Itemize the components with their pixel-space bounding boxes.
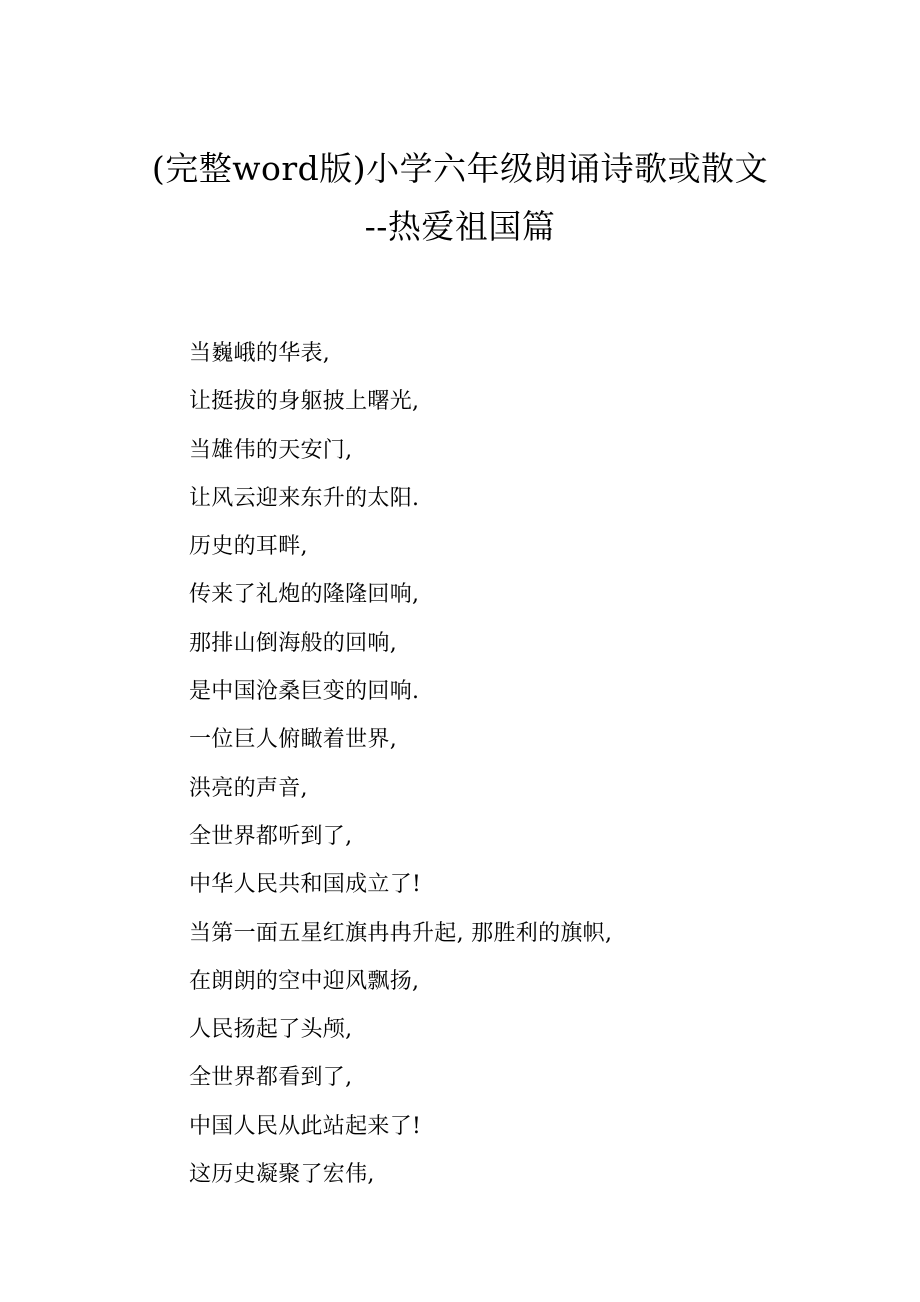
poem-line: 那排山倒海般的回响, <box>189 630 397 656</box>
poem-line: 洪亮的声音, <box>189 775 308 801</box>
title-line-2: --热爱祖国篇 <box>364 207 556 246</box>
poem-line: 传来了礼炮的隆隆回响, <box>189 582 420 608</box>
poem-line: 全世界都听到了, <box>189 823 353 849</box>
poem-line: 全世界都看到了, <box>189 1065 353 1091</box>
poem-body <box>189 330 889 1199</box>
poem-line: 让挺拔的身躯披上曙光, <box>189 389 420 415</box>
poem-line: 当第一面五星红旗冉冉升起, 那胜利的旗帜, <box>189 920 613 946</box>
poem-line: 人民扬起了头颅, <box>189 1017 353 1043</box>
document-title <box>0 140 920 256</box>
poem-line: 当雄伟的天安门, <box>189 437 353 463</box>
title-line-1: (完整word版)小学六年级朗诵诗歌或散文 <box>151 149 769 188</box>
poem-line: 这历史凝聚了宏伟, <box>189 1162 375 1188</box>
poem-line: 中国人民从此站起来了! <box>189 1113 422 1139</box>
poem-line: 一位巨人俯瞰着世界, <box>189 727 397 753</box>
poem-line: 中华人民共和国成立了! <box>189 872 422 898</box>
poem-line: 是中国沧桑巨变的回响. <box>189 679 420 705</box>
poem-line: 当巍峨的华表, <box>189 341 331 366</box>
poem-line: 在朗朗的空中迎风飘扬, <box>189 968 420 994</box>
poem-line: 历史的耳畔, <box>189 534 308 560</box>
poem-line: 让风云迎来东升的太阳. <box>189 485 420 511</box>
